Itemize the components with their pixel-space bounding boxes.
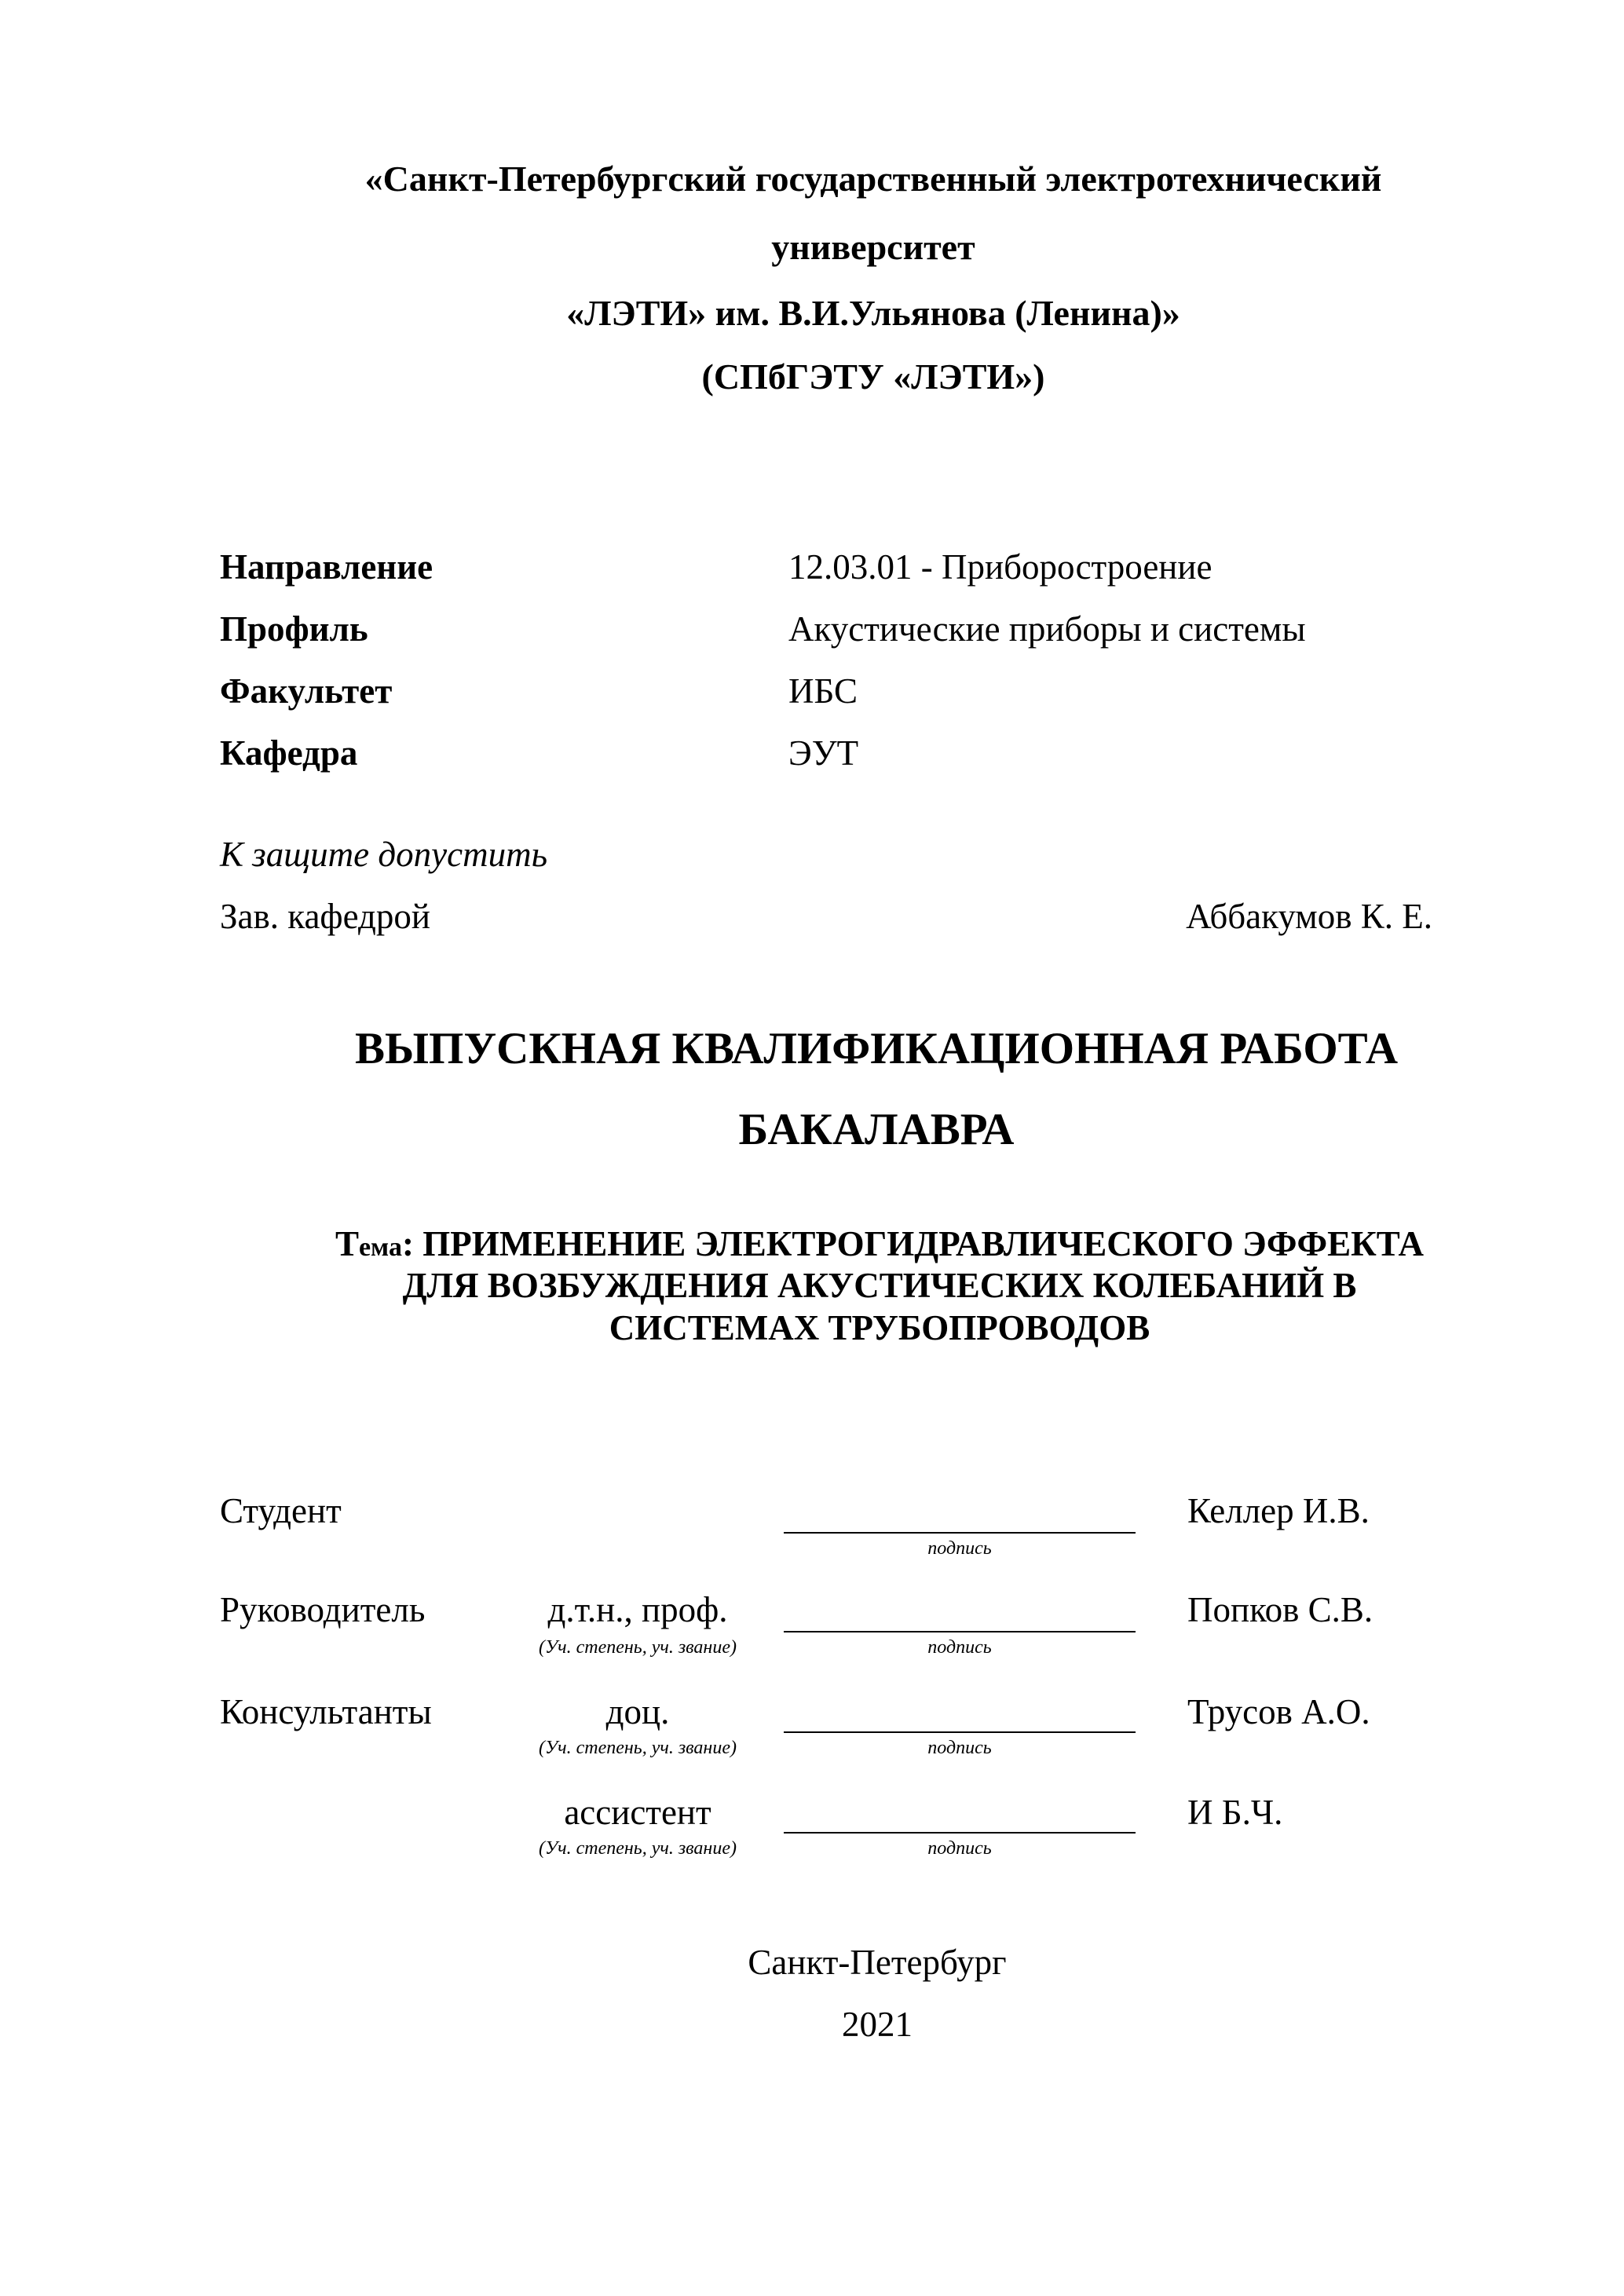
signature-name: Келлер И.В. (1187, 1491, 1370, 1530)
theme-line: СИСТЕМАХ ТРУБОПРОВОДОВ (609, 1308, 1150, 1347)
degree-caption: (Уч. степень, уч. звание) (539, 1838, 737, 1859)
document-title: БАКАЛАВРА (738, 1105, 1015, 1154)
field-value: 12.03.01 - Приборостроение (788, 547, 1213, 587)
head-of-department-label: Зав. кафедрой (220, 897, 430, 936)
signature-role: Консультанты (220, 1692, 432, 1731)
signature-role: Студент (220, 1491, 342, 1530)
footer-city: Санкт-Петербург (748, 1943, 1007, 1982)
degree-caption: (Уч. степень, уч. звание) (539, 1738, 737, 1758)
signature-degree: д.т.н., проф. (547, 1590, 728, 1629)
admit-to-defense: К защите допустить (220, 835, 548, 874)
field-label: Направление (220, 547, 433, 587)
signature-name: Попков С.В. (1187, 1590, 1373, 1629)
signature-line (784, 1832, 1136, 1834)
signature-caption: подпись (927, 1637, 992, 1658)
field-value: Акустические приборы и системы (788, 609, 1306, 649)
header-line: (СПбГЭТУ «ЛЭТИ») (701, 356, 1045, 397)
signature-caption: подпись (927, 1738, 992, 1758)
signature-degree: доц. (605, 1692, 670, 1731)
theme-line: ДЛЯ ВОЗБУЖДЕНИЯ АКУСТИЧЕСКИХ КОЛЕБАНИЙ В (402, 1266, 1357, 1305)
signature-caption: подпись (927, 1838, 992, 1859)
signature-line (784, 1532, 1136, 1534)
degree-caption: (Уч. степень, уч. звание) (539, 1637, 737, 1658)
theme-prefix: Тема: (335, 1224, 414, 1263)
theme-line: Тема: ПРИМЕНЕНИЕ ЭЛЕКТРОГИДРАВЛИЧЕСКОГО ЭФФЕКТА (335, 1224, 1425, 1263)
header-line: «Санкт-Петербургский государственный электротехнический (364, 159, 1382, 199)
header-line: «ЛЭТИ» им. В.И.Ульянова (Ленина)» (566, 293, 1180, 333)
head-of-department-name: Аббакумов К. Е. (1186, 897, 1432, 936)
field-label: Профиль (220, 609, 368, 649)
document-title: ВЫПУСКНАЯ КВАЛИФИКАЦИОННАЯ РАБОТА (354, 1024, 1399, 1073)
field-label: Факультет (220, 671, 393, 711)
field-value: ЭУТ (788, 733, 859, 773)
field-value: ИБС (788, 671, 858, 711)
signature-name: И Б.Ч. (1187, 1793, 1283, 1832)
header-line: университет (771, 227, 975, 267)
signature-degree: ассистент (564, 1793, 711, 1832)
signature-role: Руководитель (220, 1590, 426, 1629)
signature-line (784, 1631, 1136, 1632)
signature-name: Трусов А.О. (1187, 1692, 1370, 1731)
footer-year: 2021 (842, 2005, 913, 2044)
signature-line (784, 1731, 1136, 1733)
signature-caption: подпись (927, 1538, 992, 1559)
field-label: Кафедра (220, 733, 358, 773)
